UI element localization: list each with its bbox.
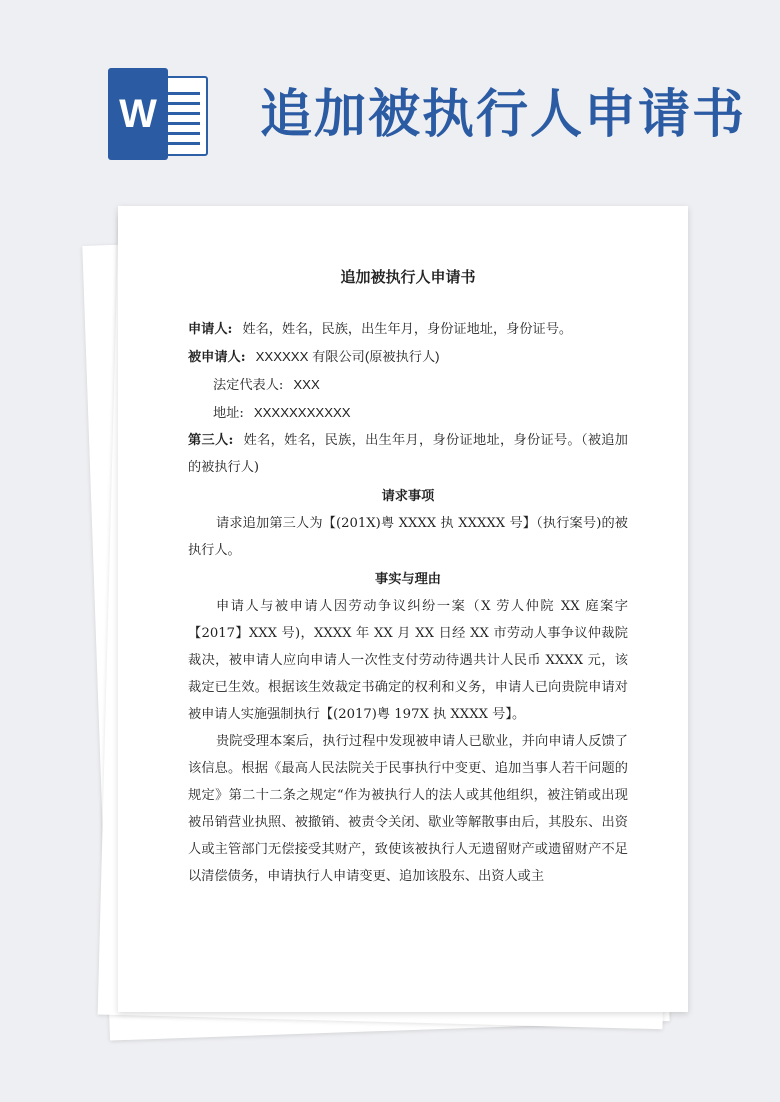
third-party-value: 姓名，姓名，民族，出生年月，身份证地址，身份证号。（被追加的被执行人) [188, 433, 628, 475]
applicant-line [188, 316, 628, 343]
respondent-label: 被申请人: [188, 350, 246, 365]
legal-rep-value: XXX [293, 377, 320, 392]
facts-paragraph-1: 申请人与被申请人因劳动争议纠纷一案（X 劳人仲院 XX 庭案字【2017】XXX 号)，XXXX 年 XX 月 XX 日经 XX 市劳动人事争议仲裁院裁决，被申请人应向申请人一次性支付劳动待遇共计人民币 XXXX 元，该裁定已生效。根据该生效裁定书确定的权利和义务，申请人已向贵院申请对被申请人实施强制执行【(2017)粤 197X 执 XXXX 号】。 [188, 599, 628, 722]
applicant-label: 申请人: [188, 322, 233, 337]
document-title: 追加被执行人申请书 [340, 268, 476, 286]
address-label: 地址: [213, 406, 244, 421]
applicant-value: 姓名，姓名，民族，出生年月，身份证地址，身份证号。 [242, 322, 573, 337]
facts-paragraph-2: 贵院受理本案后，执行过程中发现被申请人已歇业，并向申请人反馈了该信息。根据《最高人民法院关于民事执行中变更、追加当事人若干问题的规定》第二十二条之规定“作为被执行人的法人或其他组织，被注销或出现被吊销营业执照、被撤销、被责令关闭、歇业等解散事由后，其股东、出资人或主管部门无偿接受其财产，致使该被执行人无遗留财产或遗留财产不足以清偿债务，申请执行人申请变更、追加该股东、出资人或主 [188, 734, 628, 884]
document-body [188, 264, 628, 890]
legal-rep-line [188, 371, 628, 399]
word-icon-letter: W [108, 68, 168, 160]
legal-rep-label: 法定代表人: [213, 378, 284, 393]
banner-title: 追加被执行人申请书 [260, 85, 747, 145]
respondent-value: XXXXXX 有限公司(原被执行人) [255, 349, 440, 364]
third-party-label: 第三人: [188, 433, 234, 448]
address-value: XXXXXXXXXXX [253, 405, 351, 420]
address-line [188, 399, 628, 427]
banner [0, 0, 780, 200]
request-paragraph: 请求追加第三人为【(201X)粤 XXXX 执 XXXXX 号】（执行案号)的被执行人。 [188, 516, 628, 558]
request-heading: 请求事项 [381, 489, 435, 504]
respondent-line [188, 343, 628, 371]
third-party-line [188, 427, 628, 481]
document-page [118, 206, 688, 1012]
word-document-icon [108, 68, 210, 160]
facts-heading: 事实与理由 [375, 572, 441, 587]
